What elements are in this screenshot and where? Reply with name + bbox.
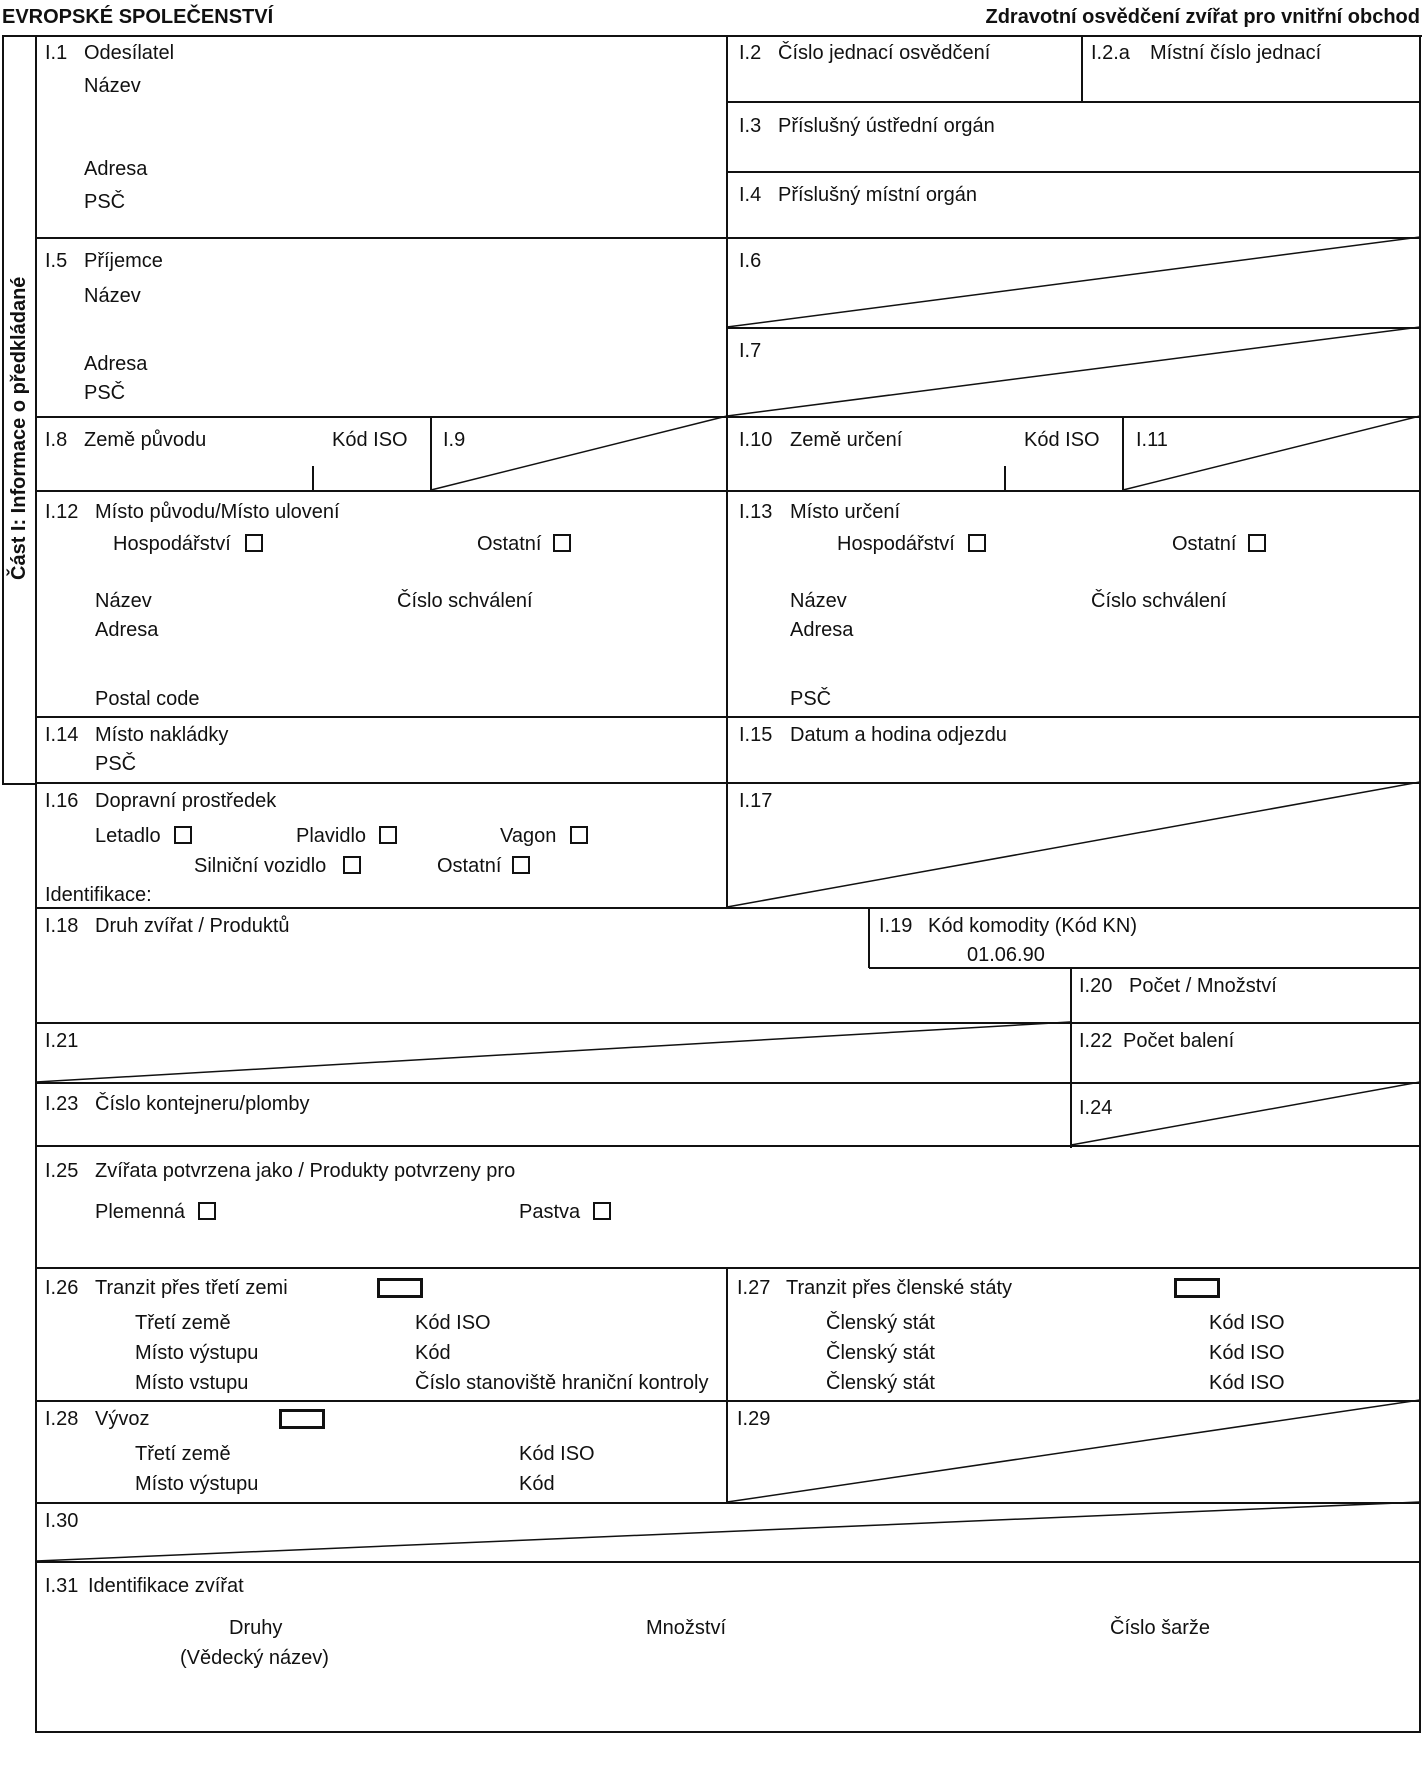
member-state-label: Členský stát (826, 1312, 935, 1334)
origin-postal-label: Postal code (95, 688, 200, 710)
member-state-iso-label: Kód ISO (1209, 1342, 1285, 1364)
breeding-label: Plemenná (95, 1201, 186, 1223)
commodity-description-label: Druh zvířat / Produktů (95, 915, 290, 937)
breeding-checkbox[interactable] (198, 1202, 216, 1220)
departure-date-label: Datum a hodina odjezdu (790, 724, 1007, 746)
destination-address-label: Adresa (790, 619, 854, 641)
origin-address-label: Adresa (95, 619, 159, 641)
certified-as-label: Zvířata potvrzena jako / Produkty potvrzeny pro (95, 1160, 516, 1182)
field-number: I.13 (739, 501, 773, 523)
strike-i9 (431, 416, 727, 490)
origin-other-checkbox[interactable] (553, 534, 571, 552)
export-third-country-label: Třetí země (135, 1443, 231, 1465)
grazing-label: Pastva (519, 1201, 581, 1223)
field-number: I.10 (739, 429, 773, 451)
scientific-name-column-subheader: (Vědecký název) (180, 1647, 329, 1669)
railway-wagon-label: Vagon (500, 825, 557, 847)
consignor-address-label: Adresa (84, 158, 148, 180)
origin-approval-number-label: Číslo schválení (397, 590, 533, 612)
origin-name-label: Název (95, 590, 152, 612)
field-number: I.1 (45, 42, 68, 64)
aeroplane-label: Letadlo (95, 825, 161, 847)
field-number: I.28 (45, 1408, 79, 1430)
transit-entry-point-label: Místo vstupu (135, 1372, 249, 1394)
ship-label: Plavidlo (296, 825, 367, 847)
field-number: I.3 (739, 115, 762, 137)
field-number: I.21 (45, 1030, 79, 1052)
strike-i24 (1071, 1082, 1420, 1145)
country-of-origin-label: Země původu (84, 429, 207, 451)
export-iso-label: Kód ISO (519, 1443, 595, 1465)
origin-holding-checkbox[interactable] (245, 534, 263, 552)
field-number: I.23 (45, 1093, 79, 1115)
origin-holding-label: Hospodářství (113, 533, 231, 555)
quantity-column-header: Množství (646, 1617, 727, 1639)
member-state-iso-label: Kód ISO (1209, 1312, 1285, 1334)
field-number: I.22 (1079, 1030, 1113, 1052)
field-number: I.15 (739, 724, 773, 746)
field-number: I.18 (45, 915, 79, 937)
consignee-postal-label: PSČ (84, 382, 126, 404)
field-number: I.5 (45, 250, 68, 272)
grazing-checkbox[interactable] (593, 1202, 611, 1220)
field-number: I.26 (45, 1277, 79, 1299)
quantity-label: Počet / Množství (1129, 975, 1277, 997)
strike-i7 (727, 327, 1420, 416)
consignor-label: Odesílatel (84, 42, 175, 64)
strike-i11 (1123, 416, 1420, 490)
field-number: I.24 (1079, 1097, 1113, 1119)
part-one-side-label: Část I: Informace o předkládané (8, 276, 30, 580)
transit-member-states-checkbox[interactable] (1174, 1278, 1220, 1298)
destination-holding-checkbox[interactable] (968, 534, 986, 552)
consignee-name-label: Název (84, 285, 141, 307)
strike-i29 (727, 1400, 1420, 1502)
number-of-packages-label: Počet balení (1123, 1030, 1235, 1052)
transit-third-country-name-label: Třetí země (135, 1312, 231, 1334)
destination-approval-number-label: Číslo schválení (1091, 590, 1227, 612)
place-of-origin-label: Místo původu/Místo ulovení (95, 501, 340, 523)
ship-checkbox[interactable] (379, 826, 397, 844)
transport-other-checkbox[interactable] (512, 856, 530, 874)
field-number: I.25 (45, 1160, 79, 1182)
destination-other-label: Ostatní (1172, 533, 1237, 555)
transit-exit-code-label: Kód (415, 1342, 451, 1364)
export-exit-code-label: Kód (519, 1473, 555, 1495)
origin-other-label: Ostatní (477, 533, 542, 555)
strike-i21 (36, 1022, 1070, 1082)
consignee-address-label: Adresa (84, 353, 148, 375)
transit-exit-point-label: Místo výstupu (135, 1342, 259, 1364)
field-number: I.6 (739, 250, 762, 272)
road-vehicle-checkbox[interactable] (343, 856, 361, 874)
certificate-reference-label: Číslo jednací osvědčení (778, 42, 991, 64)
field-number: I.16 (45, 790, 79, 812)
destination-iso-code-label: Kód ISO (1024, 429, 1100, 451)
aeroplane-checkbox[interactable] (174, 826, 192, 844)
commodity-code-value: 01.06.90 (967, 944, 1045, 966)
consignor-postal-label: PSČ (84, 191, 126, 213)
origin-iso-code-label: Kód ISO (332, 429, 408, 451)
consignor-name-label: Název (84, 75, 141, 97)
local-reference-label: Místní číslo jednací (1150, 42, 1322, 64)
field-number: I.31 (45, 1575, 79, 1597)
central-authority-label: Příslušný ústřední orgán (778, 115, 995, 137)
country-of-destination-label: Země určení (790, 429, 903, 451)
member-state-label: Členský stát (826, 1372, 935, 1394)
place-of-loading-label: Místo nakládky (95, 724, 229, 746)
strike-i6 (727, 237, 1420, 327)
species-column-header: Druhy (229, 1617, 283, 1639)
transit-member-states-label: Tranzit přes členské státy (786, 1277, 1013, 1299)
animal-identification-label: Identifikace zvířat (88, 1575, 244, 1597)
field-number: I.17 (739, 790, 773, 812)
field-number: I.19 (879, 915, 913, 937)
transit-third-country-iso-label: Kód ISO (415, 1312, 491, 1334)
field-number: I.20 (1079, 975, 1113, 997)
field-number: I.2 (739, 42, 762, 64)
field-number: I.7 (739, 340, 762, 362)
consignee-label: Příjemce (84, 250, 163, 272)
railway-wagon-checkbox[interactable] (570, 826, 588, 844)
export-checkbox[interactable] (279, 1409, 325, 1429)
strike-i30 (36, 1502, 1420, 1561)
export-exit-point-label: Místo výstupu (135, 1473, 259, 1495)
field-number: I.9 (443, 429, 466, 451)
local-authority-label: Příslušný místní orgán (778, 184, 977, 206)
field-number: I.2.a (1091, 42, 1130, 64)
means-of-transport-label: Dopravní prostředek (95, 790, 277, 812)
commodity-code-label: Kód komodity (Kód KN) (928, 915, 1137, 937)
destination-holding-label: Hospodářství (837, 533, 955, 555)
destination-name-label: Název (790, 590, 847, 612)
field-number: I.4 (739, 184, 762, 206)
member-state-label: Členský stát (826, 1342, 935, 1364)
transit-third-country-label: Tranzit přes třetí zemi (95, 1277, 288, 1299)
field-number: I.27 (737, 1277, 771, 1299)
batch-number-column-header: Číslo šarže (1110, 1617, 1211, 1639)
place-of-destination-label: Místo určení (790, 501, 901, 523)
field-number: I.14 (45, 724, 79, 746)
transport-other-label: Ostatní (437, 855, 502, 877)
export-label: Vývoz (95, 1408, 150, 1430)
container-seal-number-label: Číslo kontejneru/plomby (95, 1093, 310, 1115)
field-number: I.12 (45, 501, 79, 523)
destination-other-checkbox[interactable] (1248, 534, 1266, 552)
transit-third-country-checkbox[interactable] (377, 1278, 423, 1298)
field-number: I.11 (1136, 429, 1168, 451)
border-inspection-post-label: Číslo stanoviště hraniční kontroly (415, 1372, 709, 1394)
road-vehicle-label: Silniční vozidlo (194, 855, 327, 877)
certificate-title: Zdravotní osvědčení zvířat pro vnitřní obchod (985, 6, 1420, 28)
loading-postal-label: PSČ (95, 753, 137, 775)
field-number: I.29 (737, 1408, 771, 1430)
destination-postal-label: PSČ (790, 688, 832, 710)
transport-identification-label: Identifikace: (45, 884, 152, 906)
member-state-iso-label: Kód ISO (1209, 1372, 1285, 1394)
field-number: I.8 (45, 429, 68, 451)
strike-i17 (727, 782, 1420, 907)
community-title: EVROPSKÉ SPOLEČENSTVÍ (2, 6, 274, 28)
field-number: I.30 (45, 1510, 79, 1532)
